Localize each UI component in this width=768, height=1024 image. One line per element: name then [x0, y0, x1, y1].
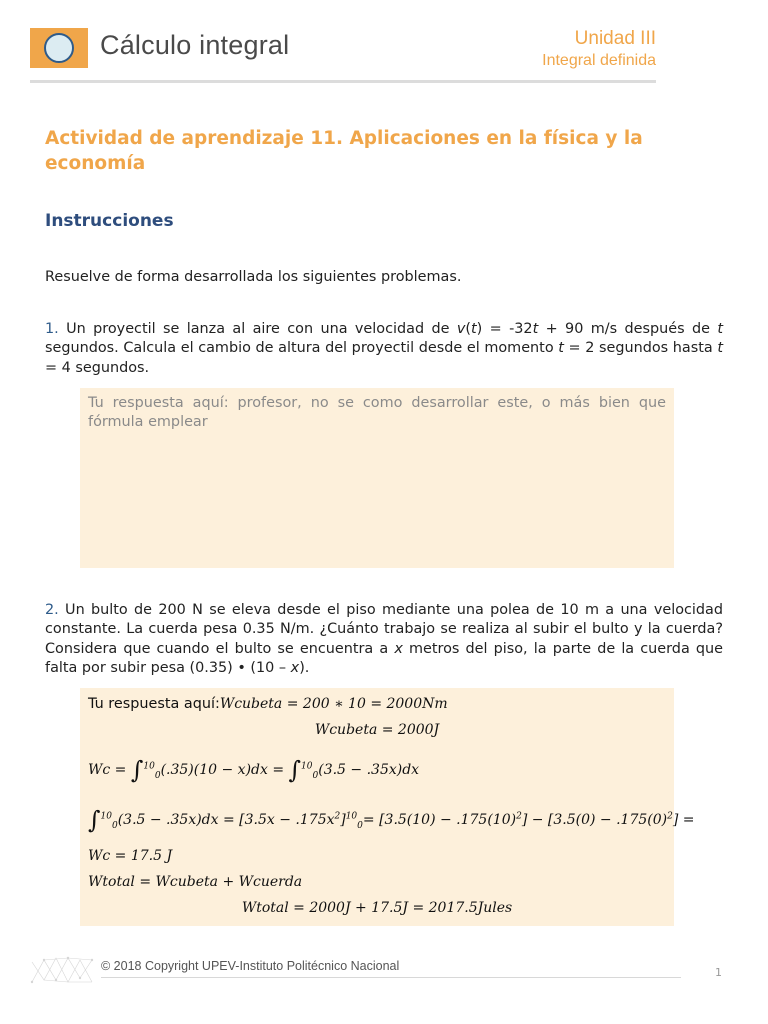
course-title: Cálculo integral: [100, 30, 290, 60]
math-var: t: [558, 340, 564, 357]
math-var: x: [290, 659, 300, 676]
network-decoration-icon: [30, 952, 100, 988]
equation: ]: [340, 812, 346, 828]
answer-text[interactable]: Tu respuesta aquí: profesor, no se como desarrollar este, o más bien que fórmula emplear: [88, 395, 666, 430]
integral-sign: ∫: [288, 756, 302, 784]
upev-logo-icon: [30, 28, 88, 68]
answer-line-1: [88, 696, 448, 712]
equation: Wcubeta = 2000J: [314, 722, 440, 738]
equation: ] − [3.5(0) − .175(0): [521, 812, 668, 828]
intro-text: Resuelve de forma desarrollada los siguientes problemas.: [45, 269, 462, 285]
equation: Wtotal = 2000J + 17.5J = 2017.5Jules: [241, 900, 513, 916]
activity-title: Actividad de aprendizaje 11. Aplicaciones en la física y la economía: [45, 128, 643, 174]
math-var: v: [456, 321, 466, 337]
page-number: 1: [715, 966, 722, 979]
equation: ] =: [672, 812, 695, 828]
integral-lower-limit: 0: [154, 770, 161, 781]
question-text: segundos. Calcula el cambio de altura del proyectil desde el momento: [45, 340, 559, 357]
footer-divider: [101, 977, 681, 978]
integral-upper-limit: 10: [143, 761, 155, 772]
math-var: t: [717, 340, 723, 357]
instructions-heading: Instrucciones: [45, 211, 174, 231]
page-header: [30, 20, 656, 82]
math-var: x: [394, 640, 403, 657]
question-text: = 4 segundos.: [45, 359, 150, 376]
copyright-text: © 2018 Copyright UPEV-Instituto Politécnico Nacional: [101, 959, 400, 973]
equation: (3.5 − .35x)dx = [3.5x − .175x: [117, 812, 335, 828]
equation: (.35)(10 − x)dx =: [160, 762, 289, 778]
exponent: 2: [667, 811, 673, 822]
integral-lower-limit: 0: [312, 770, 319, 781]
math-var: t: [532, 321, 539, 337]
integral-upper-limit: 10: [301, 761, 313, 772]
question-2: [45, 601, 723, 678]
answer-line-7: [80, 900, 674, 916]
question-text: metros del piso, la parte de la cuerda que falta por subir pesa (0.35) • (10 –: [45, 640, 723, 676]
exponent: 2: [516, 811, 522, 822]
answer-line-2: [80, 722, 674, 738]
bracket-lower-limit: 0: [357, 820, 363, 831]
question-text: ).: [299, 659, 310, 676]
page-footer: [30, 952, 730, 992]
unit-label: [542, 28, 656, 72]
unit-subtitle: Integral definida: [542, 52, 656, 69]
header-divider: [30, 80, 656, 83]
answer-line-5: [88, 848, 172, 864]
equation: Wc =: [88, 762, 131, 778]
equation: Wc = 17.5 J: [88, 848, 173, 864]
question-number: 2.: [45, 602, 59, 618]
answer-line-3: [88, 752, 420, 784]
question-number: 1.: [45, 321, 59, 337]
question-text: = 2 segundos hasta: [563, 340, 718, 357]
answer-box-1[interactable]: [80, 388, 674, 568]
question-text: Un proyectil se lanza al aire con una velocidad de: [58, 321, 457, 337]
answer-line-6: [88, 874, 302, 890]
bracket-upper-limit: 10: [345, 811, 358, 822]
math-var: t: [470, 321, 477, 337]
question-text: ) = -32: [476, 321, 533, 337]
integral-lower-limit: 0: [111, 820, 118, 831]
answer-box-2[interactable]: [80, 688, 695, 926]
equation: = [3.5(10) − .175(10): [362, 812, 517, 828]
equation: Wcubeta = 200 ∗ 10 = 2000Nm: [219, 696, 448, 712]
integral-upper-limit: 10: [100, 811, 112, 822]
unit-name: Unidad III: [574, 28, 656, 49]
integral-sign: ∫: [130, 756, 144, 784]
question-text: (: [465, 321, 471, 337]
equation: (3.5 − .35x)dx: [318, 762, 420, 778]
answer-prefix: Tu respuesta aquí:: [88, 696, 220, 712]
equation: Wtotal = Wcubeta + Wcuerda: [88, 874, 303, 890]
answer-line-4: [88, 802, 695, 834]
question-1: [45, 320, 723, 378]
integral-sign: ∫: [88, 806, 101, 834]
question-text: Un bulto de 200 N se eleva desde el piso mediante una polea de 10 m a una velocidad constante. La cuerda pesa 0.35 N/m. ¿Cuánto trabajo se realiza al subir el bulto y la cuerda? Considera que cuando el bulto se encuentra a: [45, 602, 723, 657]
math-var: t: [717, 321, 723, 337]
exponent: 2: [334, 811, 341, 822]
question-text: + 90 m/s después de: [538, 321, 718, 337]
